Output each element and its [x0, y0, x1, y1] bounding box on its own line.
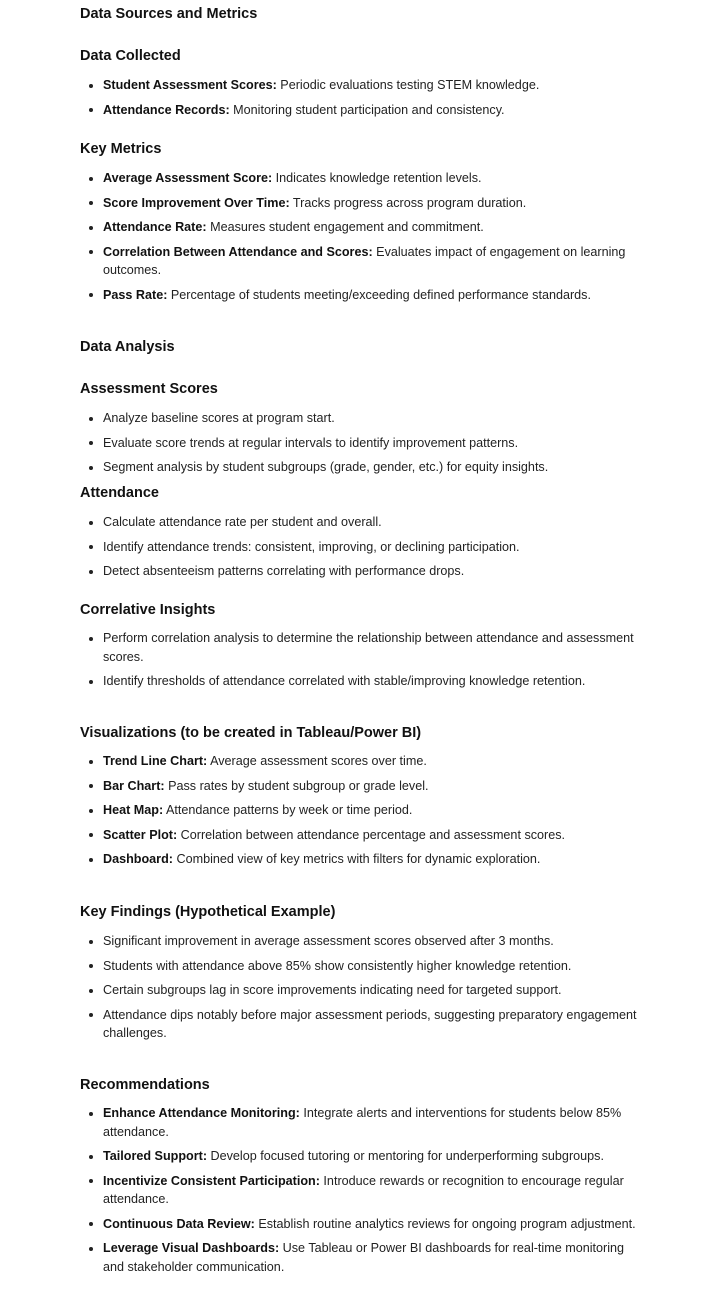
item-label: Enhance Attendance Monitoring: [103, 1106, 300, 1120]
list-item [80, 169, 640, 188]
list-item: Calculate attendance rate per student and overall. [80, 513, 640, 532]
item-text: Attendance patterns by week or time period. [163, 803, 413, 817]
list-item [80, 752, 640, 771]
list-item: Attendance dips notably before major assessment periods, suggesting preparatory engagement challenges. [80, 1006, 640, 1043]
item-text: Measures student engagement and commitment. [206, 220, 484, 234]
list-item [80, 286, 640, 305]
list-item [80, 1239, 640, 1276]
list-item: Perform correlation analysis to determine the relationship between attendance and assessment scores. [80, 629, 640, 666]
item-text: Tracks progress across program duration. [289, 195, 527, 210]
item-text: Develop focused tutoring or mentoring for underperforming subgroups. [207, 1149, 604, 1163]
list-item: Identify attendance trends: consistent, improving, or declining participation. [80, 538, 640, 557]
section-heading-data-analysis: Data Analysis [80, 339, 175, 355]
subsection-heading-key-metrics: Key Metrics [80, 141, 162, 157]
section-heading-data-sources: Data Sources and Metrics [80, 6, 258, 22]
list-item [80, 1172, 640, 1209]
list-item [80, 1147, 640, 1166]
list-item [80, 777, 640, 796]
section-heading-recommendations: Recommendations [80, 1077, 210, 1093]
list-item: Analyze baseline scores at program start. [80, 409, 640, 428]
item-text: Pass rates by student subgroup or grade level. [164, 778, 429, 793]
list-item [80, 101, 640, 120]
subsection-heading-correlative-insights: Correlative Insights [80, 602, 216, 618]
item-text: Monitoring student participation and consistency. [229, 102, 505, 117]
item-label: Attendance Rate: [103, 220, 207, 234]
item-label: Heat Map: [103, 803, 164, 817]
section-heading-visualizations: Visualizations (to be created in Tableau/Power BI) [80, 725, 422, 741]
list-item: Significant improvement in average assessment scores observed after 3 months. [80, 932, 640, 951]
list-item [80, 826, 640, 845]
recommendations-list [80, 1104, 640, 1282]
item-text: Correlation between attendance percentage and assessment scores. [177, 827, 566, 842]
item-text: Average assessment scores over time. [207, 754, 427, 768]
list-item: Detect absenteeism patterns correlating with performance drops. [80, 562, 640, 581]
list-item [80, 194, 640, 213]
item-text: Establish routine analytics reviews for ongoing program adjustment. [254, 1216, 636, 1231]
item-label: Bar Chart: [103, 778, 165, 793]
list-item [80, 850, 640, 869]
item-label: Incentivize Consistent Participation: [103, 1173, 320, 1188]
key-metrics-list [80, 169, 640, 310]
key-findings-list [80, 932, 640, 1049]
item-text: Periodic evaluations testing STEM knowledge. [276, 78, 540, 92]
list-item: Certain subgroups lag in score improvements indicating need for targeted support. [80, 981, 640, 1000]
list-item [80, 1215, 640, 1234]
list-item [80, 243, 640, 280]
visualizations-list [80, 752, 640, 875]
item-text: Evaluates impact of engagement on learning outcomes. [103, 244, 626, 277]
correlative-insights-list [80, 629, 640, 697]
subsection-heading-data-collected: Data Collected [80, 48, 181, 64]
item-label: Scatter Plot: [103, 827, 178, 842]
list-item: Students with attendance above 85% show consistently higher knowledge retention. [80, 957, 640, 976]
item-text: Combined view of key metrics with filters for dynamic exploration. [172, 852, 541, 866]
assessment-scores-list [80, 409, 640, 483]
list-item: Segment analysis by student subgroups (grade, gender, etc.) for equity insights. [80, 458, 640, 477]
list-item [80, 1104, 640, 1141]
item-label: Leverage Visual Dashboards: [103, 1241, 280, 1255]
item-label: Attendance Records: [103, 102, 230, 117]
list-item [80, 76, 640, 95]
item-label: Dashboard: [103, 852, 173, 866]
item-label: Continuous Data Review: [103, 1216, 255, 1231]
item-label: Tailored Support: [103, 1149, 208, 1163]
item-label: Score Improvement Over Time: [103, 195, 290, 210]
list-item: Evaluate score trends at regular intervals to identify improvement patterns. [80, 434, 640, 453]
attendance-list [80, 513, 640, 587]
section-heading-key-findings: Key Findings (Hypothetical Example) [80, 904, 336, 920]
item-label: Correlation Between Attendance and Scores: [103, 244, 373, 259]
subsection-heading-attendance: Attendance [80, 485, 159, 501]
item-label: Trend Line Chart: [103, 754, 208, 768]
list-item [80, 218, 640, 237]
item-text: Integrate alerts and interventions for students below 85% attendance. [103, 1106, 622, 1139]
item-label: Student Assessment Scores: [103, 78, 277, 92]
list-item [80, 801, 640, 820]
item-text: Indicates knowledge retention levels. [272, 171, 482, 185]
list-item: Identify thresholds of attendance correlated with stable/improving knowledge retention. [80, 672, 640, 691]
item-text: Use Tableau or Power BI dashboards for real-time monitoring and stakeholder communication. [103, 1241, 625, 1274]
item-label: Average Assessment Score: [103, 171, 273, 185]
subsection-heading-assessment-scores: Assessment Scores [80, 381, 218, 397]
item-text: Percentage of students meeting/exceeding defined performance standards. [167, 287, 591, 302]
item-label: Pass Rate: [103, 287, 168, 302]
data-collected-list [80, 76, 640, 125]
item-text: Introduce rewards or recognition to encourage regular attendance. [103, 1173, 624, 1206]
